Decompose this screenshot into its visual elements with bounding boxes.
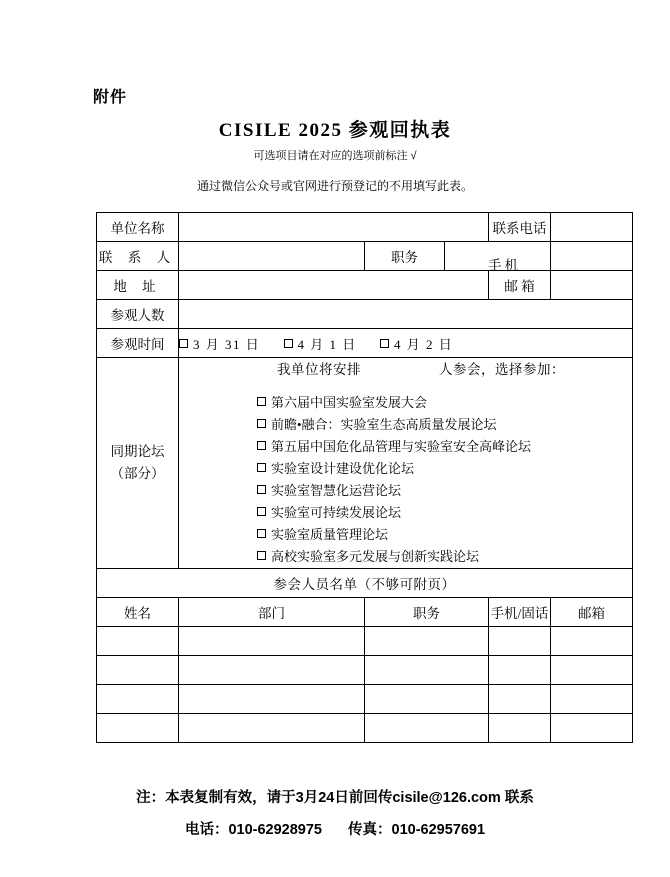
roster-col-phone: 手机/固话 (489, 598, 551, 627)
mobile-label: 手 机 (487, 258, 519, 273)
unit-name-input[interactable] (179, 213, 489, 242)
forum-option-list (179, 392, 632, 568)
table-row (97, 358, 633, 569)
roster-cell-department[interactable] (179, 685, 365, 714)
roster-cell-position[interactable] (365, 627, 489, 656)
forum-option-4[interactable] (257, 458, 632, 480)
mobile-input[interactable] (551, 242, 633, 271)
checkbox-icon[interactable] (380, 339, 389, 348)
roster-cell-position[interactable] (365, 656, 489, 685)
address-label: 地 址 (97, 271, 179, 300)
checkbox-icon[interactable] (257, 441, 266, 450)
email-label: 邮 箱 (489, 271, 551, 300)
table-row (97, 598, 633, 627)
forum-options-cell (179, 358, 633, 569)
footer-fax: 传真：010-62957691 (348, 822, 486, 838)
checkbox-icon[interactable] (257, 507, 266, 516)
checkbox-icon[interactable] (257, 419, 266, 428)
footer-contact (0, 818, 670, 839)
subtitle-note: 通过微信公众号或官网进行预登记的不用填写此表。 (196, 179, 473, 193)
table-row (97, 213, 633, 242)
roster-cell-phone[interactable] (489, 627, 551, 656)
checkbox-icon[interactable] (257, 397, 266, 406)
forum-option-6-label: 实验室可持续发展论坛 (271, 505, 402, 520)
roster-cell-department[interactable] (179, 714, 365, 743)
position-label: 职务 (365, 242, 445, 271)
checkbox-icon[interactable] (257, 529, 266, 538)
forum-intro (179, 358, 632, 378)
table-row (97, 685, 633, 714)
forum-option-5-label: 实验室智慧化运营论坛 (271, 483, 402, 498)
forum-option-8-label: 高校实验室多元发展与创新实践论坛 (271, 549, 480, 564)
visit-time-label: 参观时间 (97, 329, 179, 358)
visit-time-options (179, 329, 633, 358)
table-row (97, 714, 633, 743)
forum-option-2[interactable] (257, 414, 632, 436)
visit-time-option-2-label: 4 月 1 日 (297, 336, 357, 352)
roster-cell-email[interactable] (551, 714, 633, 743)
page-title: CISILE 2025 参观回执表 (218, 120, 452, 141)
contact-person-input[interactable] (179, 242, 365, 271)
table-row (97, 569, 633, 598)
roster-heading: 参会人员名单（不够可附页） (97, 569, 633, 598)
contact-phone-input[interactable] (551, 213, 633, 242)
table-row (97, 242, 633, 271)
forum-option-3-label: 第五届中国危化品管理与实验室安全高峰论坛 (271, 439, 532, 454)
roster-col-position: 职务 (365, 598, 489, 627)
forum-option-3[interactable] (257, 436, 632, 458)
roster-cell-phone[interactable] (489, 685, 551, 714)
forum-option-8[interactable] (257, 546, 632, 568)
roster-cell-name[interactable] (97, 685, 179, 714)
subtitle-instruction: 可选项目请在对应的选项前标注 √ (253, 150, 417, 162)
forum-option-7-label: 实验室质量管理论坛 (271, 527, 389, 542)
table-row (97, 271, 633, 300)
forum-option-1-label: 第六届中国实验室发展大会 (271, 395, 428, 410)
roster-cell-email[interactable] (551, 627, 633, 656)
footer-phone: 电话：010-62928975 (184, 822, 322, 838)
visit-time-option-2[interactable] (284, 337, 357, 352)
forum-option-6[interactable] (257, 502, 632, 524)
checkbox-icon[interactable] (257, 485, 266, 494)
table-row (97, 656, 633, 685)
roster-cell-department[interactable] (179, 656, 365, 685)
table-row (97, 627, 633, 656)
checkbox-icon[interactable] (179, 339, 188, 348)
visit-time-option-3[interactable] (380, 337, 453, 352)
forum-option-2-label: 前瞻•融合：实验室生态高质量发展论坛 (271, 417, 497, 432)
contact-phone-label: 联系电话 (489, 213, 551, 242)
unit-name-label: 单位名称 (97, 213, 179, 242)
visit-time-option-3-label: 4 月 2 日 (394, 336, 454, 352)
forum-intro-suffix: 人参会，选择参加： (439, 362, 565, 377)
visitor-count-input[interactable] (179, 300, 633, 329)
roster-cell-name[interactable] (97, 627, 179, 656)
roster-cell-position[interactable] (365, 714, 489, 743)
forum-option-5[interactable] (257, 480, 632, 502)
attachment-label: 附件 (93, 89, 128, 106)
checkbox-icon[interactable] (257, 551, 266, 560)
checkbox-icon[interactable] (257, 463, 266, 472)
forum-intro-prefix: 我单位将安排 (277, 362, 361, 377)
contact-person-label: 联 系 人 (97, 242, 179, 271)
roster-cell-department[interactable] (179, 627, 365, 656)
roster-cell-email[interactable] (551, 685, 633, 714)
roster-cell-phone[interactable] (489, 714, 551, 743)
checkbox-icon[interactable] (284, 339, 293, 348)
roster-col-email: 邮箱 (551, 598, 633, 627)
forum-option-4-label: 实验室设计建设优化论坛 (271, 461, 415, 476)
table-row (97, 329, 633, 358)
forum-label (97, 358, 179, 569)
roster-cell-phone[interactable] (489, 656, 551, 685)
address-input[interactable] (179, 271, 489, 300)
forum-label-line1: 同期论坛 (110, 444, 165, 460)
visit-time-option-1-label: 3 月 31 日 (193, 336, 261, 352)
roster-cell-position[interactable] (365, 685, 489, 714)
visit-time-option-1[interactable] (179, 337, 260, 352)
roster-cell-name[interactable] (97, 714, 179, 743)
roster-col-department: 部门 (179, 598, 365, 627)
email-input[interactable] (551, 271, 633, 300)
roster-cell-name[interactable] (97, 656, 179, 685)
roster-cell-email[interactable] (551, 656, 633, 685)
forum-label-line2: （部分） (110, 466, 165, 481)
visitor-count-label: 参观人数 (97, 300, 179, 329)
forum-option-7[interactable] (257, 524, 632, 546)
roster-col-name: 姓名 (97, 598, 179, 627)
table-row (97, 300, 633, 329)
footer-note: 注：本表复制有效，请于3月24日前回传cisile@126.com 联系 (136, 790, 534, 806)
forum-option-1[interactable] (257, 392, 632, 414)
registration-form-table (96, 212, 633, 743)
